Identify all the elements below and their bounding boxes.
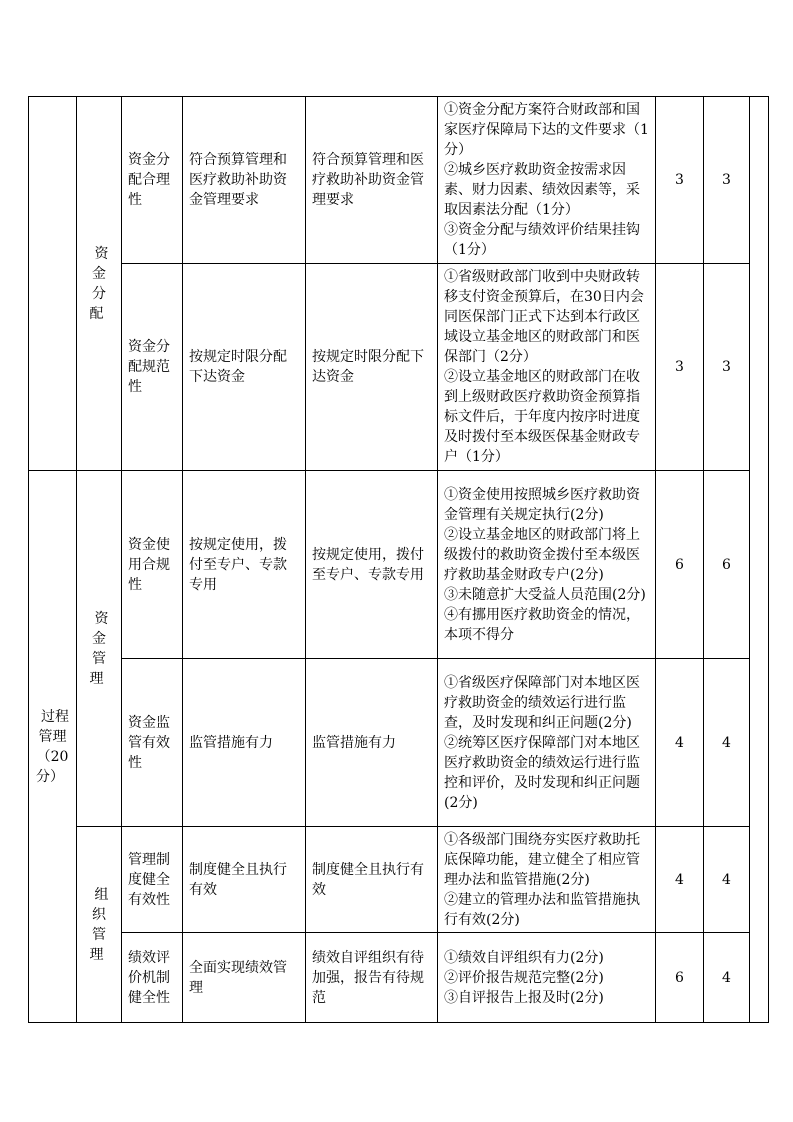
standard-cell: 符合预算管理和医疗救助补助资金管理要求 — [306, 97, 438, 264]
category-cell-empty — [29, 97, 77, 471]
criteria-cell: ①绩效自评组织有力(2分) ②评价报告规范完整(2分) ③自评报告上报及时(2分) — [438, 933, 656, 1023]
table-row — [29, 827, 769, 933]
category-cell — [29, 471, 77, 1023]
full-score-cell: 6 — [656, 933, 704, 1023]
full-score-cell: 3 — [656, 97, 704, 264]
score-cell: 4 — [704, 827, 750, 933]
remark-cell — [750, 97, 769, 1023]
standard-cell: 按规定时限分配下达资金 — [306, 264, 438, 471]
subcategory-cell — [77, 827, 122, 1023]
content-cell: 按规定时限分配下达资金 — [183, 264, 306, 471]
standard-cell: 制度健全且执行有效 — [306, 827, 438, 933]
indicator-cell: 资金分 配合理 性 — [122, 97, 183, 264]
category-label: 过程 管理 （20 分） — [36, 708, 69, 785]
score-cell: 3 — [704, 264, 750, 471]
content-cell: 符合预算管理和医疗救助补助资金管理要求 — [183, 97, 306, 264]
full-score-cell: 3 — [656, 264, 704, 471]
content-cell: 制度健全且执行有效 — [183, 827, 306, 933]
indicator-cell: 资金监 管有效 性 — [122, 659, 183, 827]
score-cell: 6 — [704, 471, 750, 659]
criteria-cell: ①资金分配方案符合财政部和国家医疗保障局下达的文件要求（1分） ②城乡医疗救助资金按需求因素、财力因素、绩效因素等，采取因素法分配（1分） ③资金分配与绩效评价结果挂钩（1分） — [438, 97, 656, 264]
content-cell: 全面实现绩效管理 — [183, 933, 306, 1023]
full-score-cell: 4 — [656, 659, 704, 827]
score-cell: 3 — [704, 97, 750, 264]
table-row — [29, 471, 769, 659]
table-row — [29, 264, 769, 471]
indicator-cell: 资金使 用合规 性 — [122, 471, 183, 659]
subcategory-label: 资金 管理 — [89, 610, 109, 687]
content-cell: 按规定使用，拨付至专户、专款专用 — [183, 471, 306, 659]
criteria-cell: ①资金使用按照城乡医疗救助资金管理有关规定执行(2分) ②设立基金地区的财政部门将上级拨付的救助资金拨付至本级医疗救助基金财政专户(2分) ③未随意扩大受益人员范围(2分) ④有挪用医疗救助资金的情况，本项不得分 — [438, 471, 656, 659]
criteria-cell: ①省级医疗保障部门对本地区医疗救助资金的绩效运行进行监查，及时发现和纠正问题(2分) ②统筹区医疗保障部门对本地区医疗救助资金的绩效运行进行监控和评价，及时发现和纠正问题(2分) — [438, 659, 656, 827]
evaluation-table — [28, 96, 769, 1023]
standard-cell: 监管措施有力 — [306, 659, 438, 827]
table-row — [29, 97, 769, 264]
subcategory-label: 资金 分配 — [89, 245, 109, 322]
indicator-cell: 绩效评 价机制 健全性 — [122, 933, 183, 1023]
criteria-cell: ①各级部门围绕夯实医疗救助托底保障功能，建立健全了相应管理办法和监管措施(2分) ②建立的管理办法和监管措施执行有效(2分) — [438, 827, 656, 933]
table-row — [29, 659, 769, 827]
score-cell: 4 — [704, 659, 750, 827]
subcategory-label: 组织 管理 — [89, 886, 109, 963]
full-score-cell: 4 — [656, 827, 704, 933]
standard-cell: 绩效自评组织有待加强，报告有待规范 — [306, 933, 438, 1023]
table-row — [29, 933, 769, 1023]
indicator-cell: 管理制 度健全 有效性 — [122, 827, 183, 933]
evaluation-table-wrapper — [28, 96, 768, 1022]
criteria-cell: ①省级财政部门收到中央财政转移支付资金预算后，在30日内会同医保部门正式下达到本行政区域设立基金地区的财政部门和医保部门（2分） ②设立基金地区的财政部门在收到上级财政医疗救助资金预算指标文件后，于年度内按序时进度及时拨付至本级医保基金财政专户（1分） — [438, 264, 656, 471]
score-cell: 4 — [704, 933, 750, 1023]
standard-cell: 按规定使用，拨付至专户、专款专用 — [306, 471, 438, 659]
indicator-cell: 资金分 配规范 性 — [122, 264, 183, 471]
subcategory-cell — [77, 97, 122, 471]
full-score-cell: 6 — [656, 471, 704, 659]
content-cell: 监管措施有力 — [183, 659, 306, 827]
subcategory-cell — [77, 471, 122, 827]
